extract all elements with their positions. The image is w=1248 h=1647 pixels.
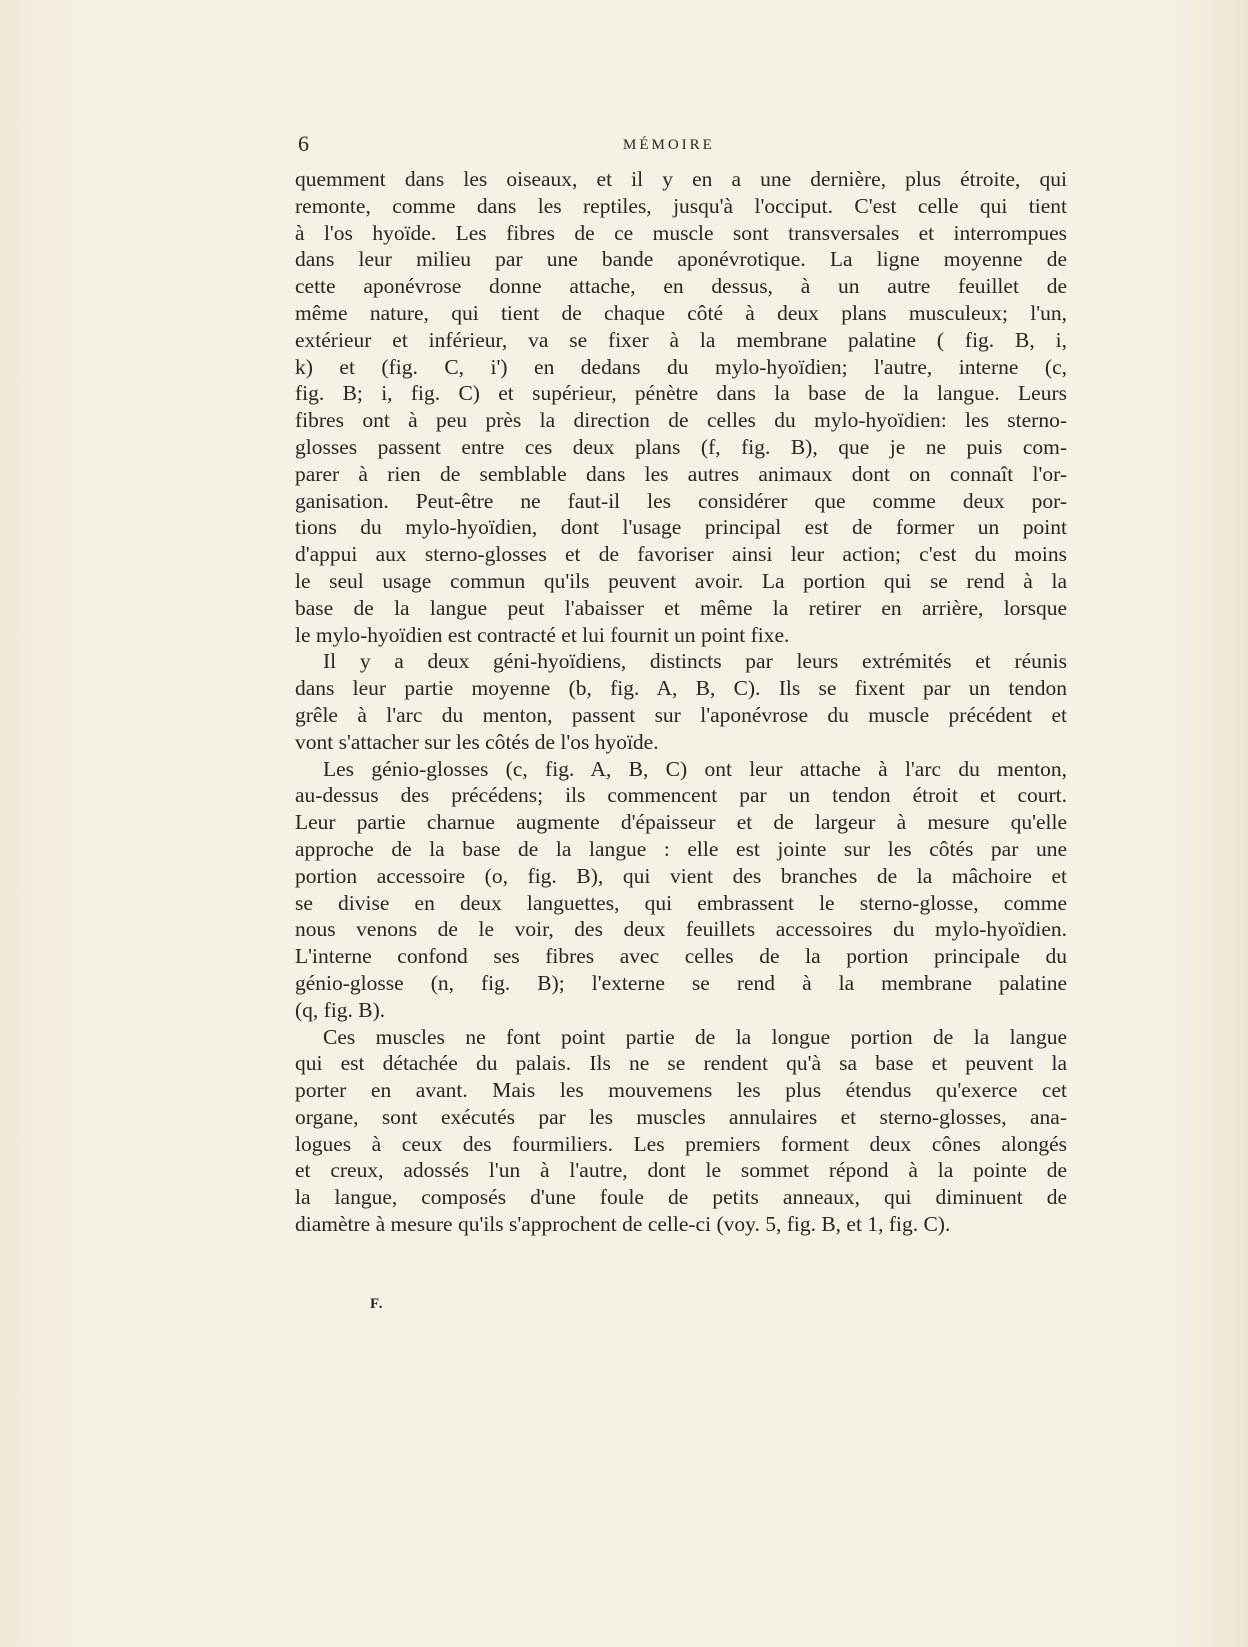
paragraph-1 <box>295 166 1067 648</box>
text-line: base de la langue peut l'abaisser et même la retirer en arrière, lorsque <box>295 595 1067 620</box>
text-line: tions du mylo-hyoïdien, dont l'usage principal est de former un point <box>295 515 1067 540</box>
text-line: glosses passent entre ces deux plans (f, fig. B), que je ne puis com- <box>295 434 1067 459</box>
text-line: organe, sont exécutés par les muscles annulaires et sterno-glosses, ana- <box>295 1104 1067 1129</box>
text-line: porter en avant. Mais les mouvemens les plus étendus qu'exerce cet <box>295 1078 1067 1103</box>
text-line: k) et (fig. C, i') en dedans du mylo-hyoïdien; l'autre, interne (c, <box>295 354 1067 379</box>
running-head: MÉMOIRE <box>623 137 715 153</box>
text-line: le mylo-hyoïdien est contracté et lui fournit un point fixe. <box>295 622 790 647</box>
text-line: même nature, qui tient de chaque côté à deux plans musculeux; l'un, <box>295 300 1067 325</box>
text-line: d'appui aux sterno-glosses et de favoriser ainsi leur action; c'est du moins <box>295 542 1067 567</box>
text-line: génio-glosse (n, fig. B); l'externe se rend à la membrane palatine <box>295 970 1067 995</box>
text-line: au-dessus des précédens; ils commencent par un tendon étroit et court. <box>295 783 1067 808</box>
text-line: approche de la base de la langue : elle est jointe sur les côtés par une <box>295 836 1067 861</box>
text-line: parer à rien de semblable dans les autres animaux dont on connaît l'or- <box>295 461 1067 486</box>
text-line: (q, fig. B). <box>295 997 386 1022</box>
text-line: Il y a deux géni-hyoïdiens, distincts par leurs extrémités et réunis <box>323 649 1067 674</box>
page-header <box>298 133 1058 155</box>
text-line: et creux, adossés l'un à l'autre, dont le sommet répond à la pointe de <box>295 1158 1067 1183</box>
page-number: 6 <box>298 131 309 156</box>
text-line: se divise en deux languettes, qui embrassent le sterno-glosse, comme <box>295 890 1067 915</box>
paragraph-4 <box>295 1024 1067 1238</box>
text-line: fig. B; i, fig. C) et supérieur, pénètre dans la base de la langue. Leurs <box>295 381 1067 406</box>
text-line: logues à ceux des fourmiliers. Les premiers forment deux cônes alongés <box>295 1131 1067 1156</box>
text-line: Ces muscles ne font point partie de la longue portion de la langue <box>323 1024 1067 1049</box>
text-line: grêle à l'arc du menton, passent sur l'aponévrose du muscle précédent et <box>295 702 1067 727</box>
paragraph-3 <box>295 756 1067 1024</box>
text-line: quemment dans les oiseaux, et il y en a une dernière, plus étroite, qui <box>295 167 1067 191</box>
text-line: nous venons de le voir, des deux feuillets accessoires du mylo-hyoïdien. <box>295 917 1067 942</box>
text-line: dans leur partie moyenne (b, fig. A, B, C). Ils se fixent par un tendon <box>295 676 1067 701</box>
body-text <box>295 166 1067 1238</box>
text-line: ganisation. Peut-être ne faut-il les considérer que comme deux por- <box>295 488 1067 513</box>
text-line: dans leur milieu par une bande aponévrotique. La ligne moyenne de <box>295 247 1067 272</box>
text-line: Les génio-glosses (c, fig. A, B, C) ont leur attache à l'arc du menton, <box>323 756 1067 781</box>
paragraph-2 <box>295 648 1067 755</box>
text-line: qui est détachée du palais. Ils ne se rendent qu'à sa base et peuvent la <box>295 1051 1067 1076</box>
text-line: extérieur et inférieur, va se fixer à la membrane palatine ( fig. B, i, <box>295 327 1067 352</box>
text-line: la langue, composés d'une foule de petits anneaux, qui diminuent de <box>295 1185 1067 1210</box>
printer-signature: F. <box>370 1296 384 1312</box>
text-line: fibres ont à peu près la direction de celles du mylo-hyoïdien: les sterno- <box>295 408 1067 433</box>
text-line: cette aponévrose donne attache, en dessus, à un autre feuillet de <box>295 274 1067 299</box>
text-line: Leur partie charnue augmente d'épaisseur et de largeur à mesure qu'elle <box>295 810 1067 835</box>
text-line: remonte, comme dans les reptiles, jusqu'à l'occiput. C'est celle qui tient <box>295 193 1067 218</box>
text-line: le seul usage commun qu'ils peuvent avoir. La portion qui se rend à la <box>295 568 1067 593</box>
text-line: portion accessoire (o, fig. B), qui vient des branches de la mâchoire et <box>295 863 1067 888</box>
text-line: diamètre à mesure qu'ils s'approchent de celle-ci (voy. 5, fig. B, et 1, fig. C). <box>295 1212 951 1237</box>
text-line: L'interne confond ses fibres avec celles de la portion principale du <box>295 944 1067 969</box>
text-line: vont s'attacher sur les côtés de l'os hyoïde. <box>295 729 659 754</box>
text-line: à l'os hyoïde. Les fibres de ce muscle sont transversales et interrompues <box>295 220 1067 245</box>
